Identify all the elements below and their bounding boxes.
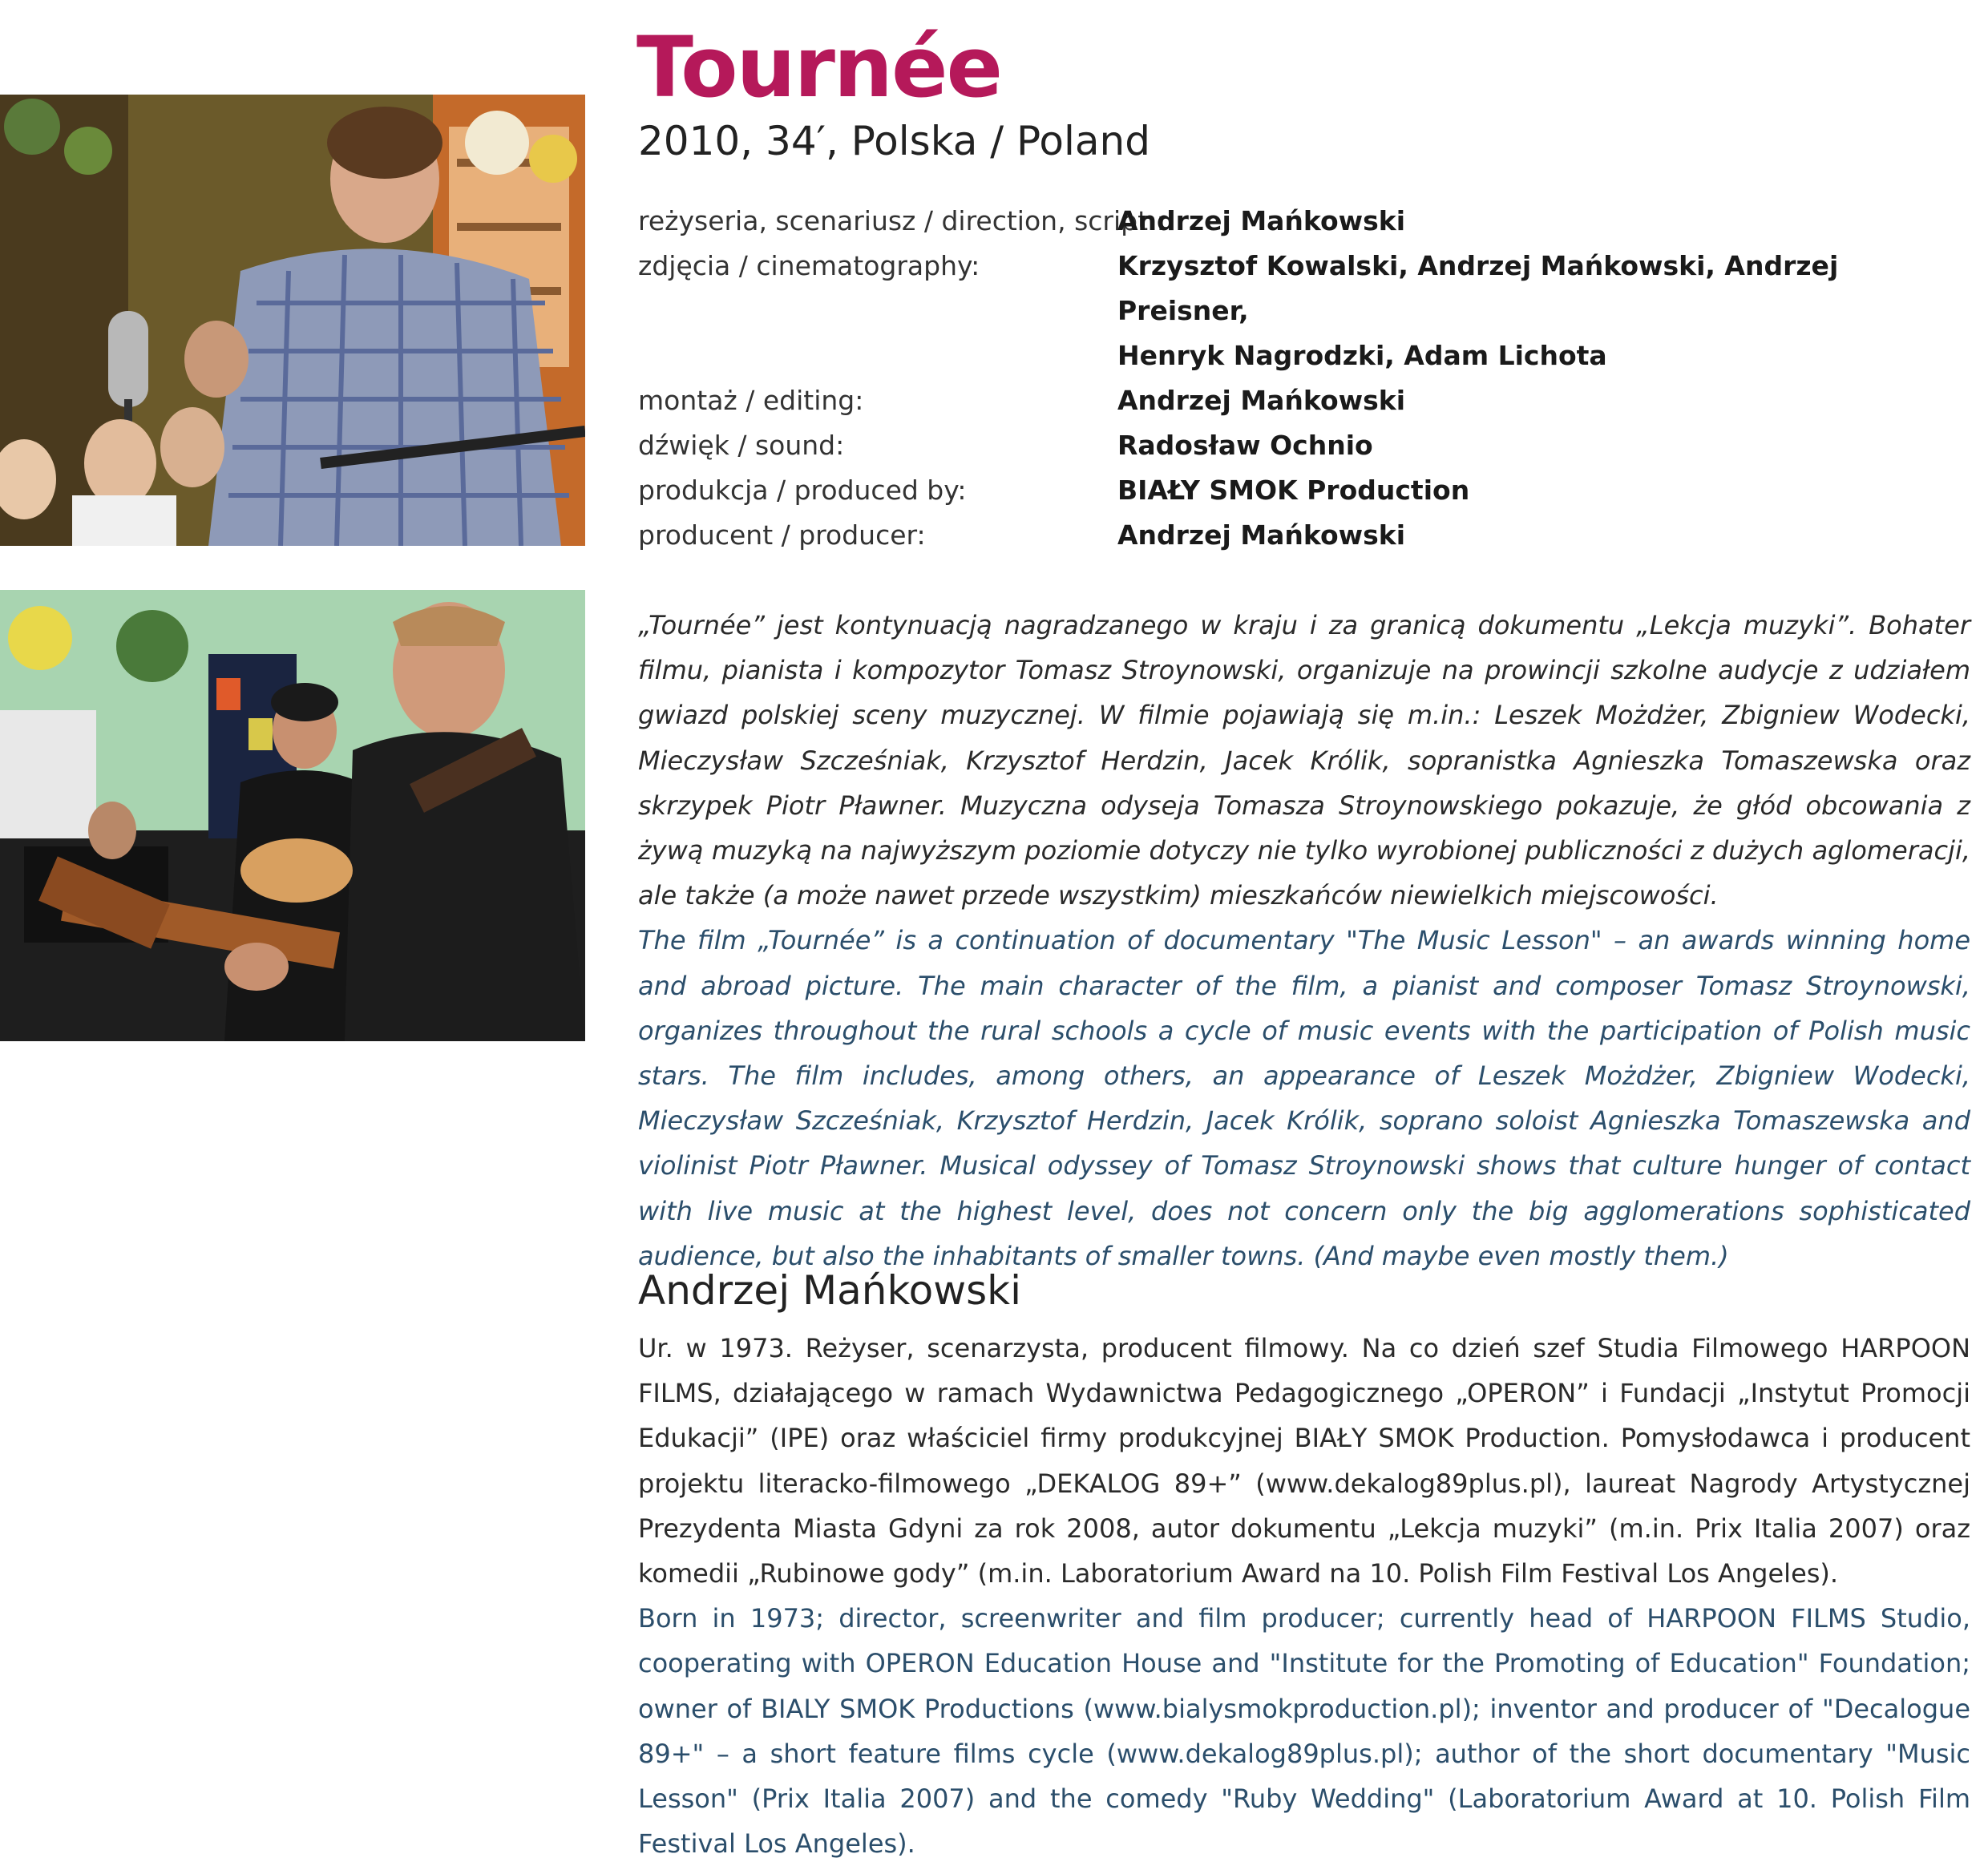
credit-value: Andrzej Mańkowski [1117,385,1406,416]
credit-value: Krzysztof Kowalski, Andrzej Mańkowski, Andrzej Preisner, [1117,250,1839,326]
credit-row [638,244,1969,333]
credit-value: Radosław Ochnio [1117,430,1373,461]
director-bio [638,1326,1970,1866]
film-title: Tournée [636,18,1002,116]
credit-label: reżyseria, scenariusz / direction, script : [638,205,1166,236]
description-english: The film „Tournée” is a continuation of documentary "The Music Lesson" – an awards winning home and abroad picture. The main character of the film, a pianist and composer Tomasz Stroynowski, organizes throughout the rural schools a cycle of music events with the participation of Polish music stars. The film includes, among others, an appearance of Leszek Możdżer, Zbigniew Wodecki, Mieczysław Szcześniak, Krzysztof Herdzin, Jacek Królik, soprano soloist Agnieszka Tomaszewska and violinist Piotr Pławner. Musical odyssey of Tomasz Stroynowski shows that culture hunger of contact with live music at the highest level, does not concern only the big agglomerations sophisticated audience, but also the inhabitants of smaller towns. (And maybe even mostly them.) [638,925,1970,1271]
credit-label: produkcja / produced by: [638,475,967,506]
credit-row [638,333,1969,378]
bio-polish: Ur. w 1973. Reżyser, scenarzysta, producent filmowy. Na co dzień szef Studia Filmowego HARPOON FILMS, działającego w ramach Wydawnictwa Pedagogicznego „OPERON” i Fundacji „Instytut Promocji Edukacji” (IPE) oraz właściciel firmy produkcyjnej BIAŁY SMOK Production. Pomysłodawca i producent projektu literacko-filmowego „DEKALOG 89+” (www.dekalog89plus.pl), laureat Nagrody Artystycznej Prezydenta Miasta Gdyni za rok 2008, autor dokumentu „Lekcja muzyki” (m.in. Prix Italia 2007) oraz komedii „Rubinowe gody” (m.in. Laboratorium Award na 10. Polish Film Festival Los Angeles). [638,1333,1970,1589]
film-description [638,603,1970,1278]
film-still-musicians [0,590,585,1041]
credit-label: montaż / editing: [638,385,864,416]
credits-list [638,199,1969,558]
credit-row [638,513,1969,558]
credit-value: Henryk Nagrodzki, Adam Lichota [1117,340,1607,371]
description-polish: „Tournée” jest kontynuacją nagradzanego w kraju i za granicą dokumentu „Lekcja muzyki”. Bohater filmu, pianista i kompozytor Tomasz Stroynowski, organizuje na prowincji szkolne audycje z udziałem gwiazd polskiej sceny muzycznej. W filmie pojawiają się m.in.: Leszek Możdżer, Zbigniew Wodecki, Mieczysław Szcześniak, Krzysztof Herdzin, Jacek Królik, sopranistka Agnieszka Tomaszewska oraz skrzypek Piotr Pławner. Muzyczna odyseja Tomasza Stroynowskiego pokazuje, że głód obcowania z żywą muzyką na najwyższym poziomie dotyczy nie tylko wyrobionej publiczności z dużych aglomeracji, ale także (a może nawet przede wszystkim) mieszkańców niewielkich miejscowości. [638,610,1970,911]
credit-value: Andrzej Mańkowski [1117,205,1406,236]
credit-label: dźwięk / sound: [638,430,845,461]
credit-row [638,378,1969,423]
credit-value: Andrzej Mańkowski [1117,519,1406,551]
film-meta: 2010, 34′, Polska / Poland [638,118,1150,164]
credit-row [638,199,1969,244]
bio-english: Born in 1973; director, screenwriter and film producer; currently head of HARPOON FILMS Studio, cooperating with OPERON Education House and "Institute for the Promoting of Education" Foundation; owner of BIALY SMOK Productions (www.bialysmokproduction.pl); inventor and producer of "Decalogue 89+" – a short feature films cycle (www.dekalog89plus.pl); author of the short documentary "Music Lesson" (Prix Italia 2007) and the comedy "Ruby Wedding" (Laboratorium Award at 10. Polish Film Festival Los Angeles). [638,1603,1970,1860]
credit-value: BIAŁY SMOK Production [1117,475,1470,506]
credit-label [638,333,1117,378]
credit-row [638,468,1969,513]
credit-label: producent / producer: [638,519,926,551]
film-still-singer [0,95,585,546]
credit-row [638,423,1969,468]
director-name: Andrzej Mańkowski [638,1267,1022,1314]
credit-label: zdjęcia / cinematography: [638,250,980,281]
